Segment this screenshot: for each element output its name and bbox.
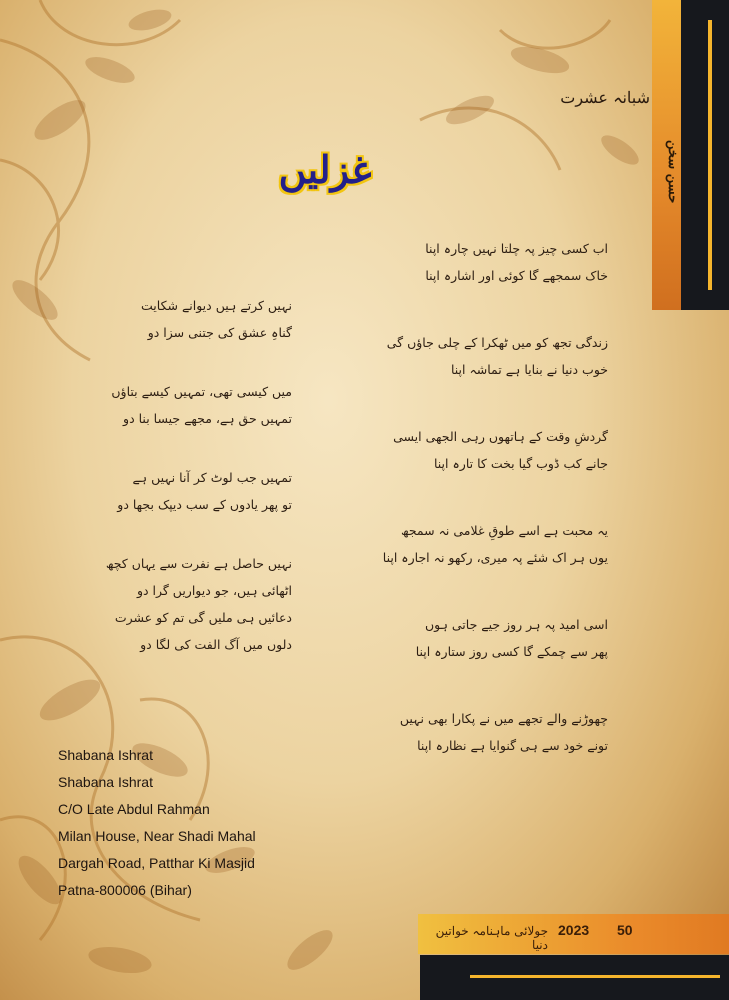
verse-line: دعائیں ہی ملیں گی تم کو عشرت [114, 610, 292, 625]
verse-line: یوں ہر اک شئے پہ میری، رکھو نہ اجارہ اپنا [382, 550, 608, 565]
address-line: Milan House, Near Shadi Mahal [58, 828, 256, 844]
address-line: Dargah Road, Patthar Ki Masjid [58, 855, 255, 871]
page-title: غزلیں [278, 147, 372, 192]
section-label: حسن سخن [665, 140, 680, 204]
address-line: Shabana Ishrat [58, 747, 153, 763]
magazine-name: جولائی ماہنامہ خواتین دنیا [435, 924, 548, 952]
verse-line: پھر سے چمکے گا کسی روز ستارہ اپنا [415, 644, 608, 659]
couplet [112, 292, 292, 346]
address-line: Shabana Ishrat [58, 774, 153, 790]
verse-line: خاک سمجھے گا کوئی اور اشارہ اپنا [425, 268, 608, 283]
address-line: C/O Late Abdul Rahman [58, 801, 210, 817]
couplet [112, 378, 292, 432]
page-number: 50 [617, 922, 633, 938]
author-name-urdu: شبانہ عشرت [560, 88, 650, 107]
verse-line: گردشِ وقت کے ہاتھوں رہی الجھی ایسی [393, 429, 608, 444]
sidebar-dark-panel [681, 0, 729, 310]
verse-line: میں کیسی تھی، تمہیں کیسے بتاؤں [111, 384, 292, 399]
verse-line: زندگی تجھ کو میں ٹھکرا کے چلی جاؤں گی [386, 335, 608, 350]
couplet [382, 517, 608, 571]
verse-line: چھوڑنے والے تجھے میں نے پکارا بھی نہیں [399, 711, 608, 726]
verse-line: اب کسی چیز پہ چلتا نہیں چارہ اپنا [425, 241, 608, 256]
verse-line: تمہیں حق ہے، مجھے جیسا بنا دو [123, 411, 292, 426]
verse-line: تمہیں جب لوٹ کر آنا نہیں ہے [132, 470, 292, 485]
verse-line: اٹھائی ہیں، جو دیواریں گرا دو [136, 583, 292, 598]
couplet [386, 329, 608, 383]
verse-line: جانے کب ڈوب گیا بخت کا تارہ اپنا [433, 456, 608, 471]
footer-stripe [470, 975, 720, 978]
verse-line: دلوں میں آگ الفت کی لگا دو [140, 637, 292, 652]
issue-year: 2023 [558, 922, 590, 938]
couplet [112, 464, 292, 518]
verse-line: اسی امید پہ ہر روز جیے جاتی ہوں [424, 617, 608, 632]
couplet [398, 611, 608, 665]
couplet [105, 550, 292, 658]
verse-line: گناہِ عشق کی جتنی سزا دو [147, 325, 292, 340]
verse-line: یہ محبت ہے اسے طوقِ غلامی نہ سمجھ [400, 523, 608, 538]
couplet [398, 235, 608, 289]
ghazal-left-column [105, 292, 292, 690]
couplet [398, 705, 608, 759]
poet-address [58, 742, 358, 904]
verse-line: تونے خود سے ہی گنوایا ہے نظارہ اپنا [417, 738, 608, 753]
verse-line: تو پھر یادوں کے سب دیپک بجھا دو [117, 497, 292, 512]
verse-line: نہیں کرتے ہیں دیوانے شکایت [141, 298, 292, 313]
couplet [393, 423, 608, 477]
sidebar-stripe [708, 20, 712, 290]
verse-line: خوب دنیا نے بنایا ہے تماشہ اپنا [450, 362, 608, 377]
address-line: Patna-800006 (Bihar) [58, 882, 192, 898]
ghazal-right-column [382, 235, 608, 799]
verse-line: نہیں حاصل ہے نفرت سے یہاں کچھ [105, 556, 292, 571]
